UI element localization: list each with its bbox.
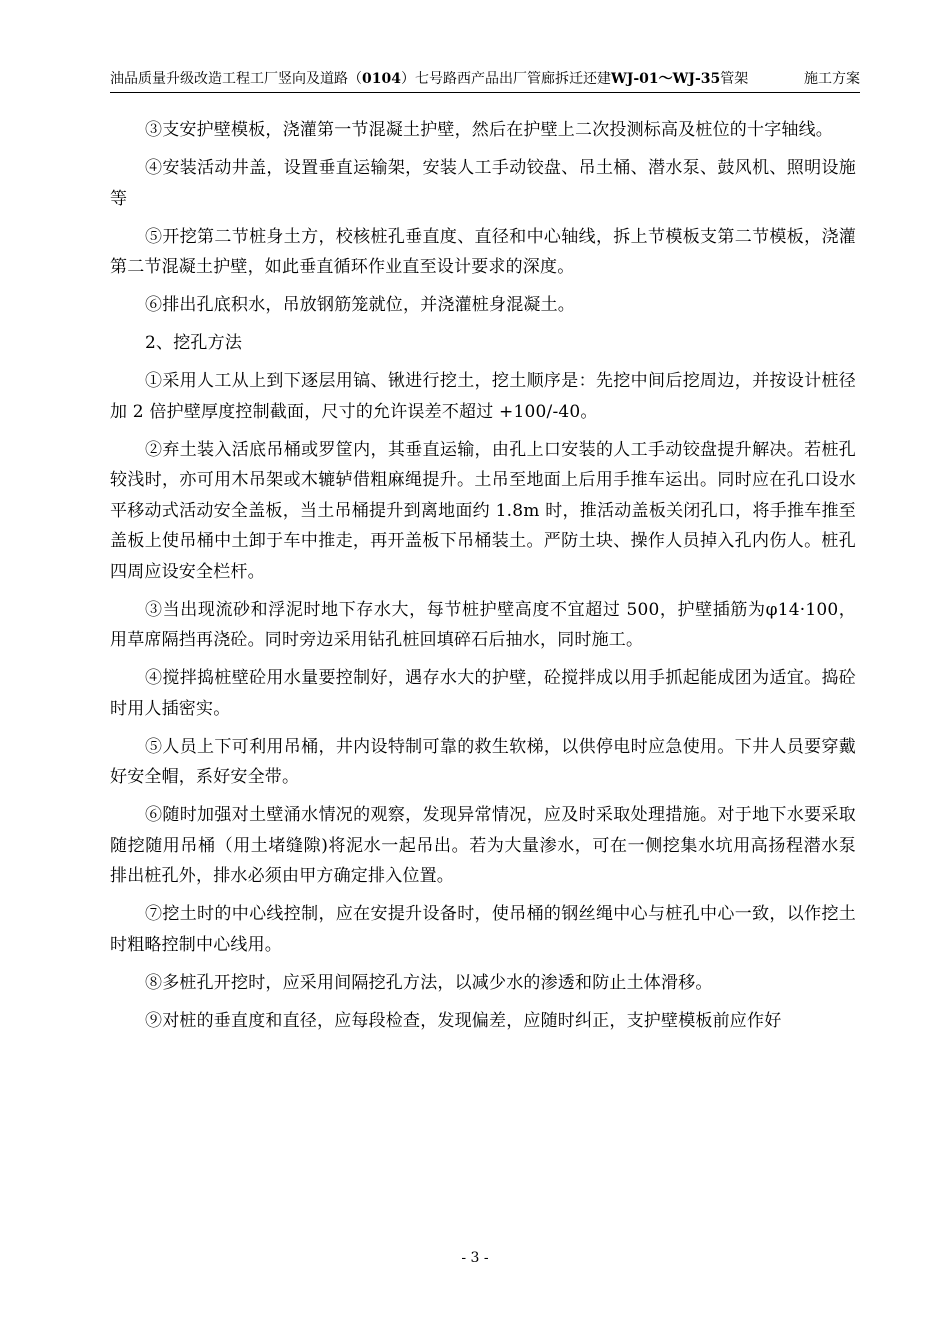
header-title-part3: 管架 <box>720 71 749 87</box>
paragraph-method-7: ⑦挖土时的中心线控制，应在安提升设备时，使吊桶的钢丝绳中心与桩孔中心一致，以作挖土时粗略控制中心线用。 <box>110 904 856 955</box>
header-title <box>110 66 748 92</box>
paragraph-method-5: ⑤人员上下可利用吊桶，井内设特制可靠的救生软梯，以供停电时应急使用。下井人员要穿戴好安全帽，系好安全带。 <box>110 736 856 787</box>
header-title-code: 0104 <box>362 71 401 87</box>
paragraph-step-6: ⑥排出孔底积水，吊放钢筋笼就位，并浇灌桩身混凝土。 <box>145 295 575 315</box>
paragraph-method-9: ⑨对桩的垂直度和直径，应每段检查，发现偏差，应随时纠正，支护壁模板前应作好 <box>145 1010 782 1031</box>
paragraph-step-4: ④安装活动井盖，设置垂直运输架，安装人工手动铰盘、吊土桶、潜水泵、鼓风机、照明设施等 <box>110 158 856 209</box>
paragraph-step-5: ⑤开挖第二节桩身土方，校核桩孔垂直度、直径和中心轴线，拆上节模板支第二节模板，浇灌第二节混凝土护壁，如此垂直循环作业直至设计要求的深度。 <box>110 226 856 277</box>
header-section: 施工方案 <box>804 71 860 87</box>
paragraph-step-3: ③支安护壁模板，浇灌第一节混凝土护壁，然后在护壁上二次投测标高及桩位的十字轴线。 <box>145 120 833 140</box>
paragraph-method-6: ⑥随时加强对土壁涌水情况的观察，发现异常情况，应及时采取处理措施。对于地下水要采取随挖随用吊桶（用土堵缝隙)将泥水一起吊出。若为大量渗水，可在一侧挖集水坑用高扬程潜水泵排出桩孔外，排水必须由甲方确定排入位置。 <box>110 805 856 886</box>
paragraph-method-4: ④搅拌捣桩壁砼用水量要控制好，遇存水大的护壁，砼搅拌成以用手抓起能成团为适宜。捣砼时用人插密实。 <box>110 668 856 719</box>
page-header <box>110 66 860 93</box>
document-body <box>110 115 856 1044</box>
header-title-part1: 油品质量升级改造工程工厂竖向及道路（ <box>110 71 362 87</box>
header-title-part2: ）七号路西产品出厂管廊拆迁还建 <box>400 71 611 87</box>
paragraph-method-8: ⑧多桩孔开挖时，应采用间隔挖孔方法，以减少水的渗透和防止土体滑移。 <box>145 972 713 993</box>
header-title-range: WJ-01～WJ-35 <box>610 71 721 87</box>
paragraph-method-3: ③当出现流砂和浮泥时地下存水大，每节桩护壁高度不宜超过 500，护壁插筋为φ14·100，用草席隔挡再浇砼。同时旁边采用钻孔桩回填碎石后抽水，同时施工。 <box>110 599 856 650</box>
paragraph-method-1: ①采用人工从上到下逐层用镐、锹进行挖土，挖土顺序是：先挖中间后挖周边，并按设计桩径加 2 倍护壁厚度控制截面，尺寸的允许误差不超过 +100/-40。 <box>110 371 856 422</box>
page-number: - 3 - <box>461 1250 489 1266</box>
section-heading-excavation-method: 2、挖孔方法 <box>145 333 243 353</box>
paragraph-method-2: ②弃土装入活底吊桶或罗筐内，其垂直运输，由孔上口安装的人工手动铰盘提升解决。若桩孔较浅时，亦可用木吊架或木辘轳借粗麻绳提升。土吊至地面上后用手推车运出。同时应在孔口设水平移动式活动安全盖板，当土吊桶提升到离地面约 1.8m 时，推活动盖板关闭孔口，将手推车推至盖板上使吊桶中土卸于车中推走，再开盖板下吊桶装土。严防土块、操作人员掉入孔内伤人。桩孔四周应设安全栏杆。 <box>110 439 856 582</box>
